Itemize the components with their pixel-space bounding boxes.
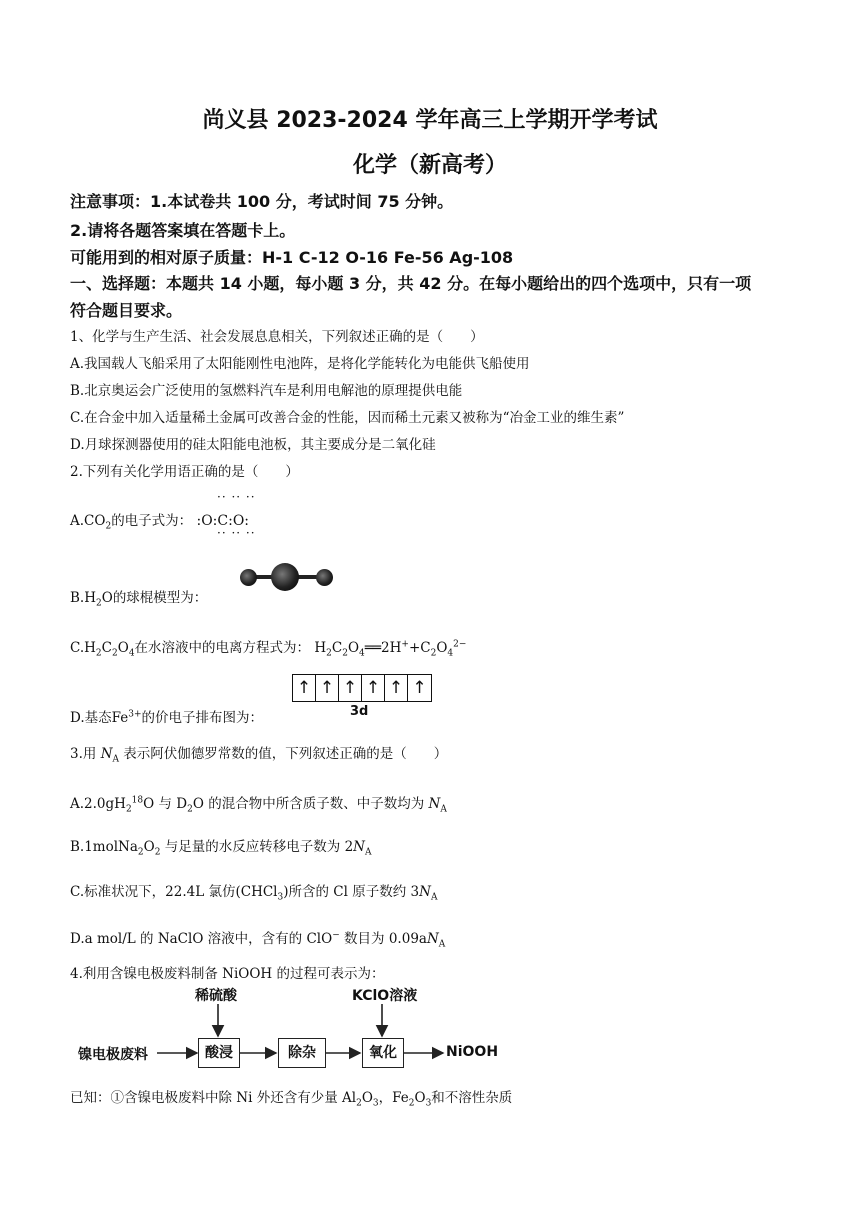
exam-subtitle: 化学（新高考）	[352, 153, 507, 178]
atomic-mass-line: 可能用到的相对原子质量：H-1 C-12 O-16 Fe-56 Ag-108	[70, 248, 514, 267]
q2-stem: 2.下列有关化学用语正确的是（ ）	[70, 464, 299, 480]
flow-product: NiOOH	[446, 1044, 499, 1060]
q1-option-b: B.北京奥运会广泛使用的氢燃料汽车是利用电解池的原理提供电能	[70, 383, 463, 399]
q1-stem: 1、化学与生产生活、社会发展息息相关，下列叙述正确的是（ ）	[70, 329, 484, 345]
q2-option-c: $C.H_2C_2O_4$在水溶液中的电离方程式为： $H_2C_2O_4══2H^++C_2O_4^{2-}$	[70, 639, 467, 659]
q3-option-b: $B.1molNa_2O_2$ 与足量的水反应转移电子数为 $2N_A$	[70, 839, 372, 858]
q2-option-b: $B.H_2O$的球棍模型为：	[70, 590, 208, 609]
q4-stem: 4.利用含镍电极废料制备 NiOOH 的过程可表示为：	[70, 966, 385, 982]
section-heading-line-1: 一、选择题：本题共 14 小题，每小题 3 分，共 42 分。在每小题给出的四个选项中，只有一项	[70, 274, 752, 293]
q3-option-d: D.a mol/L 的 NaClO 溶液中，含有的 ClO− 数目为 $0.09aN_A$	[70, 930, 446, 950]
flow-step-acid-leach: 酸浸	[198, 1038, 240, 1068]
flow-step-oxidation: 氧化	[362, 1038, 404, 1068]
q3-stem: 3.用 $N_A$ 表示阿伏伽德罗常数的值，下列叙述正确的是（ ）	[70, 746, 448, 765]
orbital-label-3d: 3d	[350, 704, 369, 719]
co2-dots-bottom: ·· ·· ··	[217, 526, 256, 540]
notes-line-2: 2.请将各题答案填在答题卡上。	[70, 221, 296, 240]
q2-option-a: $A.CO_2$的电子式为： :O:C:O:	[70, 513, 250, 532]
co2-dots-top: ·· ·· ··	[217, 490, 256, 504]
q4-known-condition: 已知：①含镍电极废料中除 Ni 外还含有少量 $Al_2O_3$，$Fe_2O_3$和不溶性杂质	[70, 1090, 513, 1109]
flow-start-material: 镍电极废料	[78, 1047, 148, 1063]
q1-option-a: A.我国载人飞船采用了太阳能刚性电池阵，是将化学能转化为电能供飞船使用	[70, 356, 530, 372]
co2-lewis-structure: :O:C:O:	[196, 513, 250, 529]
flow-step-impurity-removal: 除杂	[278, 1038, 326, 1068]
orbital-arrow: ↑	[339, 675, 362, 701]
equals-sign: ══	[364, 640, 382, 656]
label-kclo-solution: KClO溶液	[352, 988, 418, 1004]
notes-line-1: 注意事项：1.本试卷共 100 分，考试时间 75 分钟。	[70, 192, 454, 211]
orbital-arrow: ↑	[412, 678, 427, 698]
q1-option-c: C.在合金中加入适量稀土金属可改善合金的性能，因而稀土元素又被称为“冶金工业的维生素”	[70, 410, 625, 426]
orbital-arrow: ↑	[293, 675, 316, 701]
q3-option-a: $A.2.0gH_2^{18}O$ 与 $D_2O$ 的混合物中所含质子数、中子数均为 $N_A$	[70, 795, 447, 815]
q3-option-c: C.标准状况下，22.4L 氯仿(CHCl$_3$)所含的 Cl 原子数约 $3N_A$	[70, 884, 438, 903]
orbital-arrow: ↑	[362, 675, 385, 701]
section-heading-line-2: 符合题目要求。	[70, 301, 183, 320]
orbital-arrow: ↑	[316, 675, 339, 701]
q1-option-d: D.月球探测器使用的硅太阳能电池板，其主要成分是二氧化硅	[70, 437, 436, 453]
label-dilute-sulfuric-acid: 稀硫酸	[195, 988, 237, 1004]
q2-option-d: D.基态$Fe^{3+}$的价电子排布图为：	[70, 709, 264, 726]
orbital-arrow: ↑	[385, 675, 408, 701]
exam-title: 尚义县 2023-2024 学年高三上学期开学考试	[202, 108, 658, 133]
